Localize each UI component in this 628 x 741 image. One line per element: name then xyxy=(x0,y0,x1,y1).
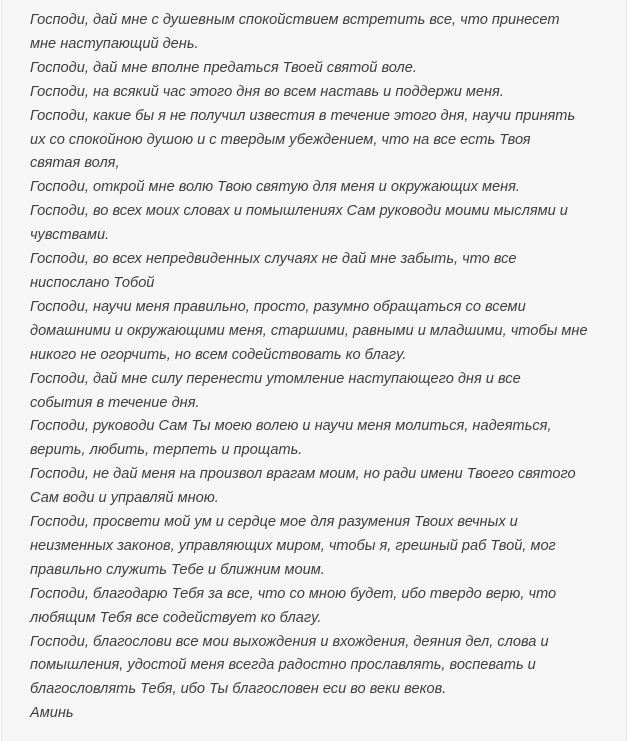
prayer-text xyxy=(30,9,620,726)
prayer-line: Господи, во всех непредвиденных случаях не дай мне забыть, что все xyxy=(30,251,517,268)
prayer-line: Господи, научи меня правильно, просто, разумно обращаться со всеми xyxy=(30,298,526,315)
prayer-line: правильно служить Тебе и ближним моим. xyxy=(30,561,325,578)
prayer-line: Господи, какие бы я не получил известия в течение этого дня, научи принять xyxy=(30,107,576,124)
prayer-line: Господи, дай мне силу перенести утомление наступающего дня и все xyxy=(30,370,521,387)
prayer-line: Господи, не дай меня на произвол врагам моим, но ради имени Твоего святого xyxy=(30,466,576,483)
prayer-line: Господи, благослови все мои выхождения и вхождения, деяния дел, слова и xyxy=(30,633,549,650)
prayer-line: их со спокойною душою и с твердым убеждением, что на все есть Твоя xyxy=(30,131,531,148)
prayer-line: Господи, руководи Сам Ты моею волею и научи меня молиться, надеяться, xyxy=(30,418,552,435)
prayer-line: верить, любить, терпеть и прощать. xyxy=(30,442,303,459)
prayer-line: святая воля, xyxy=(30,155,120,172)
prayer-line: ниспослано Тобой xyxy=(30,274,155,291)
page-background xyxy=(1,0,627,741)
prayer-line: благословлять Тебя, ибо Ты благословен еси во веки веков. xyxy=(30,681,447,698)
prayer-line: домашними и окружающими меня, старшими, равными и младшими, чтобы мне xyxy=(30,322,588,339)
prayer-line: Господи, дай мне вполне предаться Твоей святой воле. xyxy=(30,59,417,76)
prayer-line: Господи, во всех моих словах и помышлениях Сам руководи моими мыслями и xyxy=(30,203,568,220)
prayer-line: события в течение дня. xyxy=(30,394,200,411)
prayer-line: Господи, благодарю Тебя за все, что со мною будет, ибо твердо верю, что xyxy=(30,585,557,602)
prayer-line: Господи, на всякий час этого дня во всем наставь и поддержи меня. xyxy=(30,83,504,100)
prayer-line: Сам води и управляй мною. xyxy=(30,490,219,507)
prayer-line: чувствами. xyxy=(30,227,110,244)
prayer-line: мне наступающий день. xyxy=(30,35,199,52)
prayer-line: Господи, просвети мой ум и сердце мое для разумения Твоих вечных и xyxy=(30,514,518,531)
prayer-line: Господи, дай мне с душевным спокойствием встретить все, что принесет xyxy=(30,12,560,28)
prayer-line: никого не огорчить, но всем содействовать ко благу. xyxy=(30,346,407,363)
prayer-line: Господи, открой мне волю Твою святую для меня и окружающих меня. xyxy=(30,179,520,196)
prayer-amen: Аминь xyxy=(30,705,74,722)
prayer-line: любящим Тебя все содействует ко благу. xyxy=(30,609,322,626)
prayer-line: помышления, удостой меня всегда радостно прославлять, воспевать и xyxy=(30,657,536,674)
prayer-line: неизменных законов, управляющих миром, чтобы я, грешный раб Твой, мог xyxy=(30,537,556,554)
